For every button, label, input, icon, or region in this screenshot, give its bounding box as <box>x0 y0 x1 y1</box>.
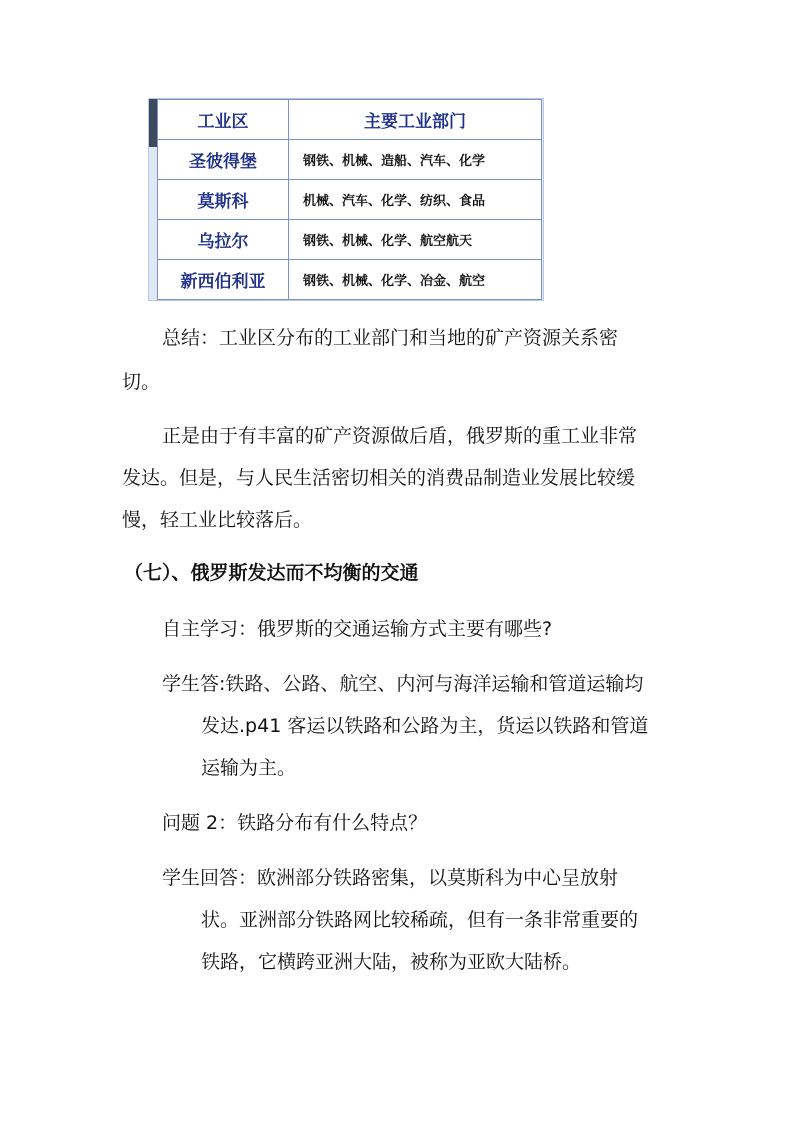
industrial-regions-table <box>157 99 542 300</box>
summary-line-1: 总结：工业区分布的工业部门和当地的矿产资源关系密 <box>162 327 619 349</box>
heavy-industry-line-3: 慢，轻工业比较落后。 <box>122 509 313 531</box>
header-industries: 主要工业部门 <box>289 100 542 140</box>
student-answer-1-line-2: 发达.p41 客运以铁路和公路为主，货运以铁路和管道 <box>201 715 649 737</box>
table-row <box>158 260 542 300</box>
header-region: 工业区 <box>158 100 289 140</box>
question-2: 问题 2：铁路分布有什么特点？ <box>162 812 428 834</box>
region-cell: 莫斯科 <box>158 180 289 220</box>
student-answer-2-line-3: 铁路，它横跨亚洲大陆，被称为亚欧大陆桥。 <box>201 951 582 973</box>
region-cell: 乌拉尔 <box>158 220 289 260</box>
industries-cell: 钢铁、机械、化学、冶金、航空 <box>289 260 542 300</box>
table-header-row <box>158 100 542 140</box>
student-answer-1-line-1: 学生答:铁路、公路、航空、内河与海洋运输和管道运输均 <box>162 673 644 695</box>
table-row <box>158 180 542 220</box>
industries-cell: 机械、汽车、化学、纺织、食品 <box>289 180 542 220</box>
heavy-industry-line-2: 发达。但是，与人民生活密切相关的消费品制造业发展比较缓 <box>122 467 636 489</box>
heavy-industry-line-1: 正是由于有丰富的矿产资源做后盾，俄罗斯的重工业非常 <box>162 425 638 447</box>
region-cell: 新西伯利亚 <box>158 260 289 300</box>
summary-line-2: 切。 <box>122 371 161 393</box>
table-left-bar <box>149 99 157 147</box>
industrial-regions-table-image <box>148 98 544 301</box>
region-cell: 圣彼得堡 <box>158 140 289 180</box>
table-row <box>158 220 542 260</box>
self-study-question: 自主学习：俄罗斯的交通运输方式主要有哪些? <box>162 618 553 640</box>
student-answer-2-line-1: 学生回答：欧洲部分铁路密集，以莫斯科为中心呈放射 <box>162 867 619 889</box>
table-row <box>158 140 542 180</box>
student-answer-2-line-2: 状。亚洲部分铁路网比较稀疏，但有一条非常重要的 <box>201 909 639 931</box>
industries-cell: 钢铁、机械、造船、汽车、化学 <box>289 140 542 180</box>
student-answer-1-line-3: 运输为主。 <box>201 757 297 779</box>
industries-cell: 钢铁、机械、化学、航空航天 <box>289 220 542 260</box>
section-heading: （七）、俄罗斯发达而不均衡的交通 <box>124 562 419 584</box>
